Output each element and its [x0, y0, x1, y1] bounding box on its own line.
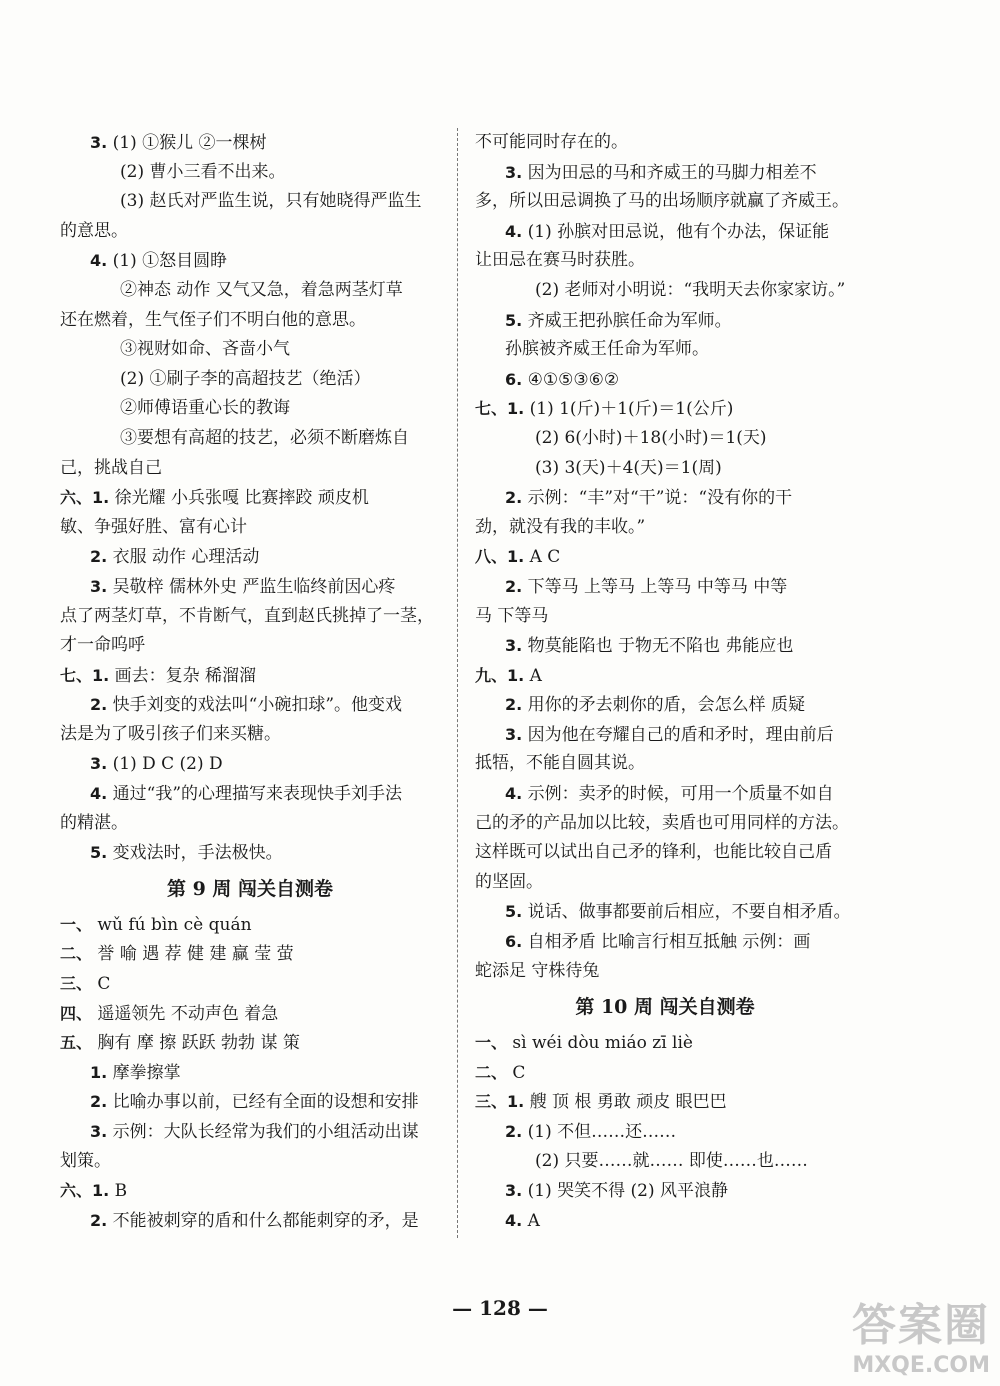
answer-line [475, 690, 855, 720]
answer-line [475, 631, 855, 661]
answer-line [475, 661, 855, 691]
answer-text: ②师傅语重心长的教诲 [120, 398, 290, 419]
answer-line [475, 957, 855, 987]
answer-text: (3) 3(天)＋4(天)＝1(周) [535, 457, 722, 478]
watermark-logo-text: 答案圈 [852, 1300, 990, 1351]
answer-text: 这样既可以试出自己矛的锋利，也能比较自己盾 [475, 842, 832, 863]
question-number: 2. [90, 1210, 108, 1230]
answer-text: 己，挑战自己 [60, 457, 162, 478]
answer-line [475, 1206, 855, 1236]
question-number: 3. [505, 162, 523, 182]
answer-line [475, 838, 855, 868]
answer-line [60, 969, 440, 999]
question-number: 3. [90, 1122, 108, 1141]
question-number: 九、1. [475, 665, 525, 685]
answer-line [60, 1176, 440, 1206]
answer-line [60, 217, 440, 247]
answer-line [475, 868, 855, 898]
answer-text: 的坚固。 [475, 871, 543, 892]
answer-text: (1) ①猴儿 ②一棵树 [112, 133, 267, 153]
question-number: 1. [90, 1062, 108, 1082]
answer-line [60, 910, 440, 940]
answer-line [60, 779, 440, 809]
answer-line [60, 572, 440, 602]
question-number: 3. [90, 754, 108, 774]
answer-line [475, 1087, 855, 1117]
answer-line [60, 424, 440, 454]
answer-line [60, 631, 440, 661]
answer-text: 才一命呜呼 [60, 635, 145, 656]
answer-line [60, 158, 440, 188]
answer-text: 点了两茎灯草，不肯断气，直到赵氏挑掉了一茎， [60, 605, 434, 626]
answer-line [60, 128, 440, 158]
answer-text: (2) 曹小三看不出来。 [120, 161, 286, 182]
answer-line [60, 365, 440, 395]
answer-line [60, 1028, 440, 1058]
question-number: 6. [505, 369, 523, 389]
answer-text: ③视财如命、吝啬小气 [120, 339, 290, 360]
answer-line [475, 1058, 855, 1088]
answer-text: A [529, 665, 542, 686]
answer-line [475, 602, 855, 632]
answer-text: (1) 1(斤)＋1(斤)＝1(公斤) [529, 399, 734, 420]
answer-text: 衣服 动作 心理活动 [112, 547, 260, 568]
question-number: 六、1. [60, 1181, 110, 1201]
question-number: 5. [505, 310, 523, 330]
answer-line [60, 483, 440, 513]
watermark-url: MXQE.COM [852, 1353, 990, 1378]
question-number: 2. [505, 488, 523, 508]
answer-text: (1) 孙膑对田忌说，他有个办法，保证能 [527, 221, 830, 242]
answer-text: 不可能同时存在的。 [475, 132, 628, 152]
answer-text: (1) D C (2) D [112, 754, 223, 775]
right-column [475, 128, 855, 1235]
answer-text: (2) 6(小时)＋18(小时)＝1(天) [535, 427, 767, 448]
answer-text: 胸有 摩 擦 跃跃 勃勃 谋 策 [97, 1033, 300, 1054]
answer-text: A [527, 1210, 540, 1231]
answer-line [60, 690, 440, 720]
answer-text: 己的矛的产品加以比较，卖盾也可用同样的方法。 [475, 812, 849, 833]
answer-line [475, 276, 855, 306]
answer-text: 法是为了吸引孩子们来买糖。 [60, 723, 281, 744]
answer-line [60, 661, 440, 691]
answer-text: 示例：卖矛的时候，可用一个质量不如自 [527, 784, 834, 805]
answer-text: 让田忌在赛马时获胜。 [475, 250, 645, 271]
answer-line [475, 424, 855, 454]
question-number: 六、1. [60, 488, 110, 508]
answer-line [475, 335, 855, 365]
question-number: 2. [505, 695, 523, 715]
answer-line [475, 572, 855, 602]
answer-text: (1) ①怒目圆睁 [112, 251, 228, 272]
question-number: 4. [90, 251, 108, 271]
answer-text: 摩拳擦掌 [112, 1062, 181, 1083]
answer-text: 敏、争强好胜、富有心计 [60, 516, 247, 537]
answer-text: 比喻办事以前，已经有全面的设想和安排 [112, 1092, 419, 1113]
question-number: 八、1. [475, 547, 525, 567]
answer-line [60, 999, 440, 1029]
answer-text: B [114, 1181, 128, 1202]
answer-text: 劲，就没有我的丰收。” [475, 516, 646, 537]
answer-line [475, 128, 855, 158]
answer-text: A C [529, 547, 561, 568]
answer-line [60, 1147, 440, 1177]
answer-text: C [512, 1062, 526, 1083]
answer-line [475, 897, 855, 927]
question-number: 2. [505, 576, 523, 596]
answer-text: ④①⑤③⑥② [527, 369, 620, 390]
question-number: 5. [505, 902, 523, 922]
question-number: 2. [90, 695, 108, 715]
question-number: 一、 [475, 1033, 508, 1053]
answer-line [475, 158, 855, 188]
answer-text: 徐光耀 小兵张嘎 比赛摔跤 顽皮机 [114, 488, 369, 509]
answer-line [475, 749, 855, 779]
left-column [60, 128, 440, 1235]
answer-text: 示例：“丰”对“干”说：“没有你的干 [527, 488, 793, 509]
answer-text: (2) ①刷子李的高超技艺（绝活） [120, 368, 371, 389]
answer-text: 孙膑被齐威王任命为军师。 [505, 339, 709, 360]
answer-text: C [97, 974, 111, 995]
answer-line [60, 602, 440, 632]
answer-line [475, 187, 855, 217]
answer-text: (1) 不但……还…… [527, 1122, 677, 1142]
answer-text: 马 下等马 [475, 605, 549, 626]
question-number: 2. [90, 547, 108, 567]
answer-line [60, 276, 440, 306]
answer-line [475, 394, 855, 424]
question-number: 3. [505, 636, 523, 656]
answer-line [475, 927, 855, 957]
answer-line [475, 217, 855, 247]
question-number: 3. [90, 576, 108, 596]
column-divider [457, 128, 458, 1238]
answer-text: (2) 只要……就…… 即使……也…… [535, 1150, 808, 1171]
question-number: 七、1. [475, 399, 525, 419]
answer-text: 因为田忌的马和齐威王的马脚力相差不 [527, 162, 817, 183]
answer-text: 的意思。 [60, 220, 128, 241]
answer-line [60, 1058, 440, 1088]
answer-text: 说话、做事都要前后相应，不要自相矛盾。 [527, 902, 851, 923]
answer-line [475, 454, 855, 484]
answer-line [60, 1087, 440, 1117]
answer-text: 抵牾，不能自圆其说。 [475, 753, 645, 774]
answer-text: 快手刘变的戏法叫“小碗扣球”。他变戏 [112, 695, 403, 716]
question-number: 四、 [60, 1003, 93, 1023]
question-number: 6. [505, 932, 523, 952]
answer-line [60, 720, 440, 750]
answer-text: (3) 赵氏对严监生说，只有她晓得严监生 [120, 191, 422, 212]
answer-line [60, 246, 440, 276]
answer-line [60, 542, 440, 572]
answer-line [60, 809, 440, 839]
question-number: 2. [505, 1122, 523, 1141]
question-number: 3. [505, 1181, 523, 1201]
answer-line [60, 838, 440, 868]
answer-text: 用你的矛去刺你的盾，会怎么样 质疑 [527, 695, 806, 716]
answer-text: 还在燃着，生气侄子们不明白他的意思。 [60, 309, 366, 330]
answer-line [475, 513, 855, 543]
answer-text: 因为他在夸耀自己的盾和矛时，理由前后 [527, 724, 834, 745]
question-number: 4. [505, 1210, 523, 1230]
answer-line [475, 1117, 855, 1147]
answer-text: (1) 哭笑不得 (2) 风平浪静 [527, 1181, 728, 1202]
answer-text: 齐威王把孙膑任命为军师。 [527, 310, 732, 331]
section-heading: 第 10 周 闯关自测卷 [575, 996, 755, 1019]
question-number: 2. [90, 1092, 108, 1112]
watermark-logo [852, 1289, 990, 1378]
answer-line [60, 187, 440, 217]
answer-text: 誉 喻 遇 荐 健 建 赢 莹 萤 [97, 944, 294, 965]
answer-line [475, 365, 855, 395]
answer-text: 遥遥领先 不动声色 着急 [97, 1003, 279, 1024]
question-number: 二、 [475, 1062, 508, 1082]
answer-line [60, 1117, 440, 1147]
answer-text: 变戏法时，手法极快。 [112, 843, 283, 864]
question-number: 一、 [60, 914, 93, 934]
answer-line [475, 542, 855, 572]
answer-line [475, 809, 855, 839]
question-number: 七、1. [60, 665, 110, 685]
question-number: 5. [90, 843, 108, 863]
section-heading: 第 9 周 闯关自测卷 [166, 877, 334, 900]
question-number: 五、 [60, 1033, 93, 1053]
answer-line [475, 1147, 855, 1177]
answer-line [475, 483, 855, 513]
answer-text: 划策。 [60, 1150, 111, 1171]
answer-text: 吴敬梓 儒林外史 严监生临终前因心疼 [112, 576, 396, 597]
answer-text: 自相矛盾 比喻言行相互抵触 示例：画 [527, 932, 811, 953]
answer-line [60, 939, 440, 969]
question-number: 3. [90, 133, 108, 152]
answer-text: ②神态 动作 又气又急，着急两茎灯草 [120, 279, 403, 300]
question-number: 4. [505, 221, 523, 241]
question-number: 4. [90, 784, 108, 804]
answer-line [60, 335, 440, 365]
answer-line [475, 1028, 855, 1058]
answer-line [475, 246, 855, 276]
answer-line [60, 513, 440, 543]
page-number: — 128 — [452, 1296, 548, 1320]
answer-line [475, 1176, 855, 1206]
answer-text: 多，所以田忌调换了马的出场顺序就赢了齐威王。 [475, 191, 849, 212]
answer-text: 示例：大队长经常为我们的小组活动出谋 [112, 1122, 419, 1142]
answer-line [60, 1206, 440, 1236]
answer-text: (2) 老师对小明说：“我明天去你家家访。” [535, 279, 846, 300]
answer-text: 艘 顶 根 勇敢 顽皮 眼巴巴 [529, 1092, 727, 1113]
answer-line [475, 306, 855, 336]
question-number: 4. [505, 784, 523, 804]
answer-text: 下等马 上等马 上等马 中等马 中等 [527, 576, 788, 597]
answer-line [60, 394, 440, 424]
answer-line [60, 454, 440, 484]
question-number: 三、1. [475, 1092, 525, 1112]
answer-text: 蛇添足 守株待兔 [475, 960, 600, 981]
answer-text: wǔ fú bìn cè quán [97, 914, 252, 935]
answer-line [475, 779, 855, 809]
answer-text: 画去：复杂 稀溜溜 [114, 665, 257, 686]
question-number: 二、 [60, 944, 93, 964]
answer-line [60, 749, 440, 779]
answer-text: ③要想有高超的技艺，必须不断磨炼自 [120, 427, 409, 448]
answer-text: 的精湛。 [60, 812, 128, 833]
answer-line [60, 306, 440, 336]
answer-text: 通过“我”的心理描写来表现快手刘手法 [112, 784, 403, 805]
answer-line [475, 720, 855, 750]
question-number: 3. [505, 724, 523, 744]
answer-text: 不能被刺穿的盾和什么都能刺穿的矛，是 [112, 1210, 419, 1231]
answer-text: sì wéi dòu miáo zī liè [512, 1033, 693, 1054]
answer-text: 物莫能陷也 于物无不陷也 弗能应也 [527, 636, 794, 657]
question-number: 三、 [60, 974, 93, 994]
